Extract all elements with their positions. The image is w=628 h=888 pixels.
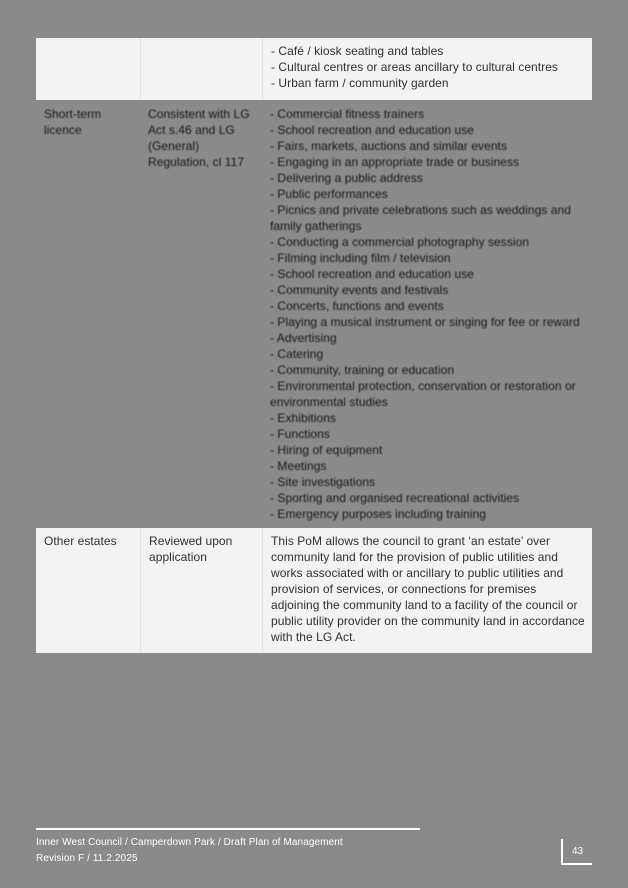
bullet-item: - Picnics and private celebrations such as weddings and family gatherings [270,203,571,233]
footer-document-title: Inner West Council / Camperdown Park / Draft Plan of Management [36,837,343,848]
bullet-item: - Community, training or education [270,363,455,377]
bullet-item: - Commercial fitness trainers [270,107,425,121]
bullet-item: - Fairs, markets, auctions and similar events [270,139,507,153]
bullet-item: - Environmental protection, conservation or restoration or environmental studies [270,379,576,409]
bullet-item: - Meetings [270,459,327,473]
bullet-item: - Conducting a commercial photography session [270,235,530,249]
bullet-item: - Exhibitions [270,411,337,425]
bullet-item: - Delivering a public address [270,171,423,185]
bullet-item: - Cultural centres or areas ancillary to cultural centres [271,60,558,74]
page-footer [36,828,592,867]
cell-licence-type: Other estates [44,534,117,548]
cell-uses [262,38,592,100]
bullet-item: - Filming including film / television [270,251,451,265]
cell-uses [262,101,592,528]
bullet-item: - Public performances [270,187,388,201]
bullet-item: - Community events and festivals [270,283,449,297]
bullet-item: - Concerts, functions and events [270,299,444,313]
cell-basis: Reviewed upon application [140,528,262,653]
bullet-item: - Emergency purposes including training [270,507,487,521]
footer-divider-line [36,828,420,830]
bullet-item: - School recreation and education use [270,123,474,137]
bullet-item: - Advertising [270,331,337,345]
bullet-item: - Catering [270,347,324,361]
footer-revision: Revision F / 11.2.2025 [36,853,138,864]
bullet-list [270,106,588,522]
cell-basis: Consistent with LG Act s.46 and LG (General) Regulation, cl 117 [148,107,250,169]
table-row-continuation [36,38,592,100]
bullet-list [271,43,588,91]
table-row-short-term-licence [36,101,592,528]
bullet-item: - Functions [270,427,330,441]
cell-basis [140,38,262,100]
bullet-item: - Café / kiosk seating and tables [271,44,444,58]
bullet-item: - Sporting and organised recreational activities [270,491,520,505]
bullet-item: - Urban farm / community garden [271,76,449,90]
page-number: 43 [571,845,584,857]
cell-licence-type: Short-term licence [44,107,102,137]
cell-uses [262,528,592,653]
other-estates-paragraph: This PoM allows the council to grant ‘an estate’ over community land for the provision of public utilities and works associated with or ancillary to public utilities and provision of services, or connections for premises adjoining the community land to a facility of the council or public utility provider on the community land in accordance with the LG Act. [271,534,585,644]
bullet-item: - Engaging in an appropriate trade or business [270,155,520,169]
bullet-item: - Site investigations [270,475,376,489]
licence-uses-table [36,38,592,653]
page-number-corner-bracket [561,839,592,865]
bullet-item: - Hiring of equipment [270,443,383,457]
cell-licence-type [36,38,140,100]
bullet-item: - Playing a musical instrument or singing for fee or reward [270,315,580,329]
table-row-other-estates [36,528,592,653]
bullet-item: - School recreation and education use [270,267,474,281]
